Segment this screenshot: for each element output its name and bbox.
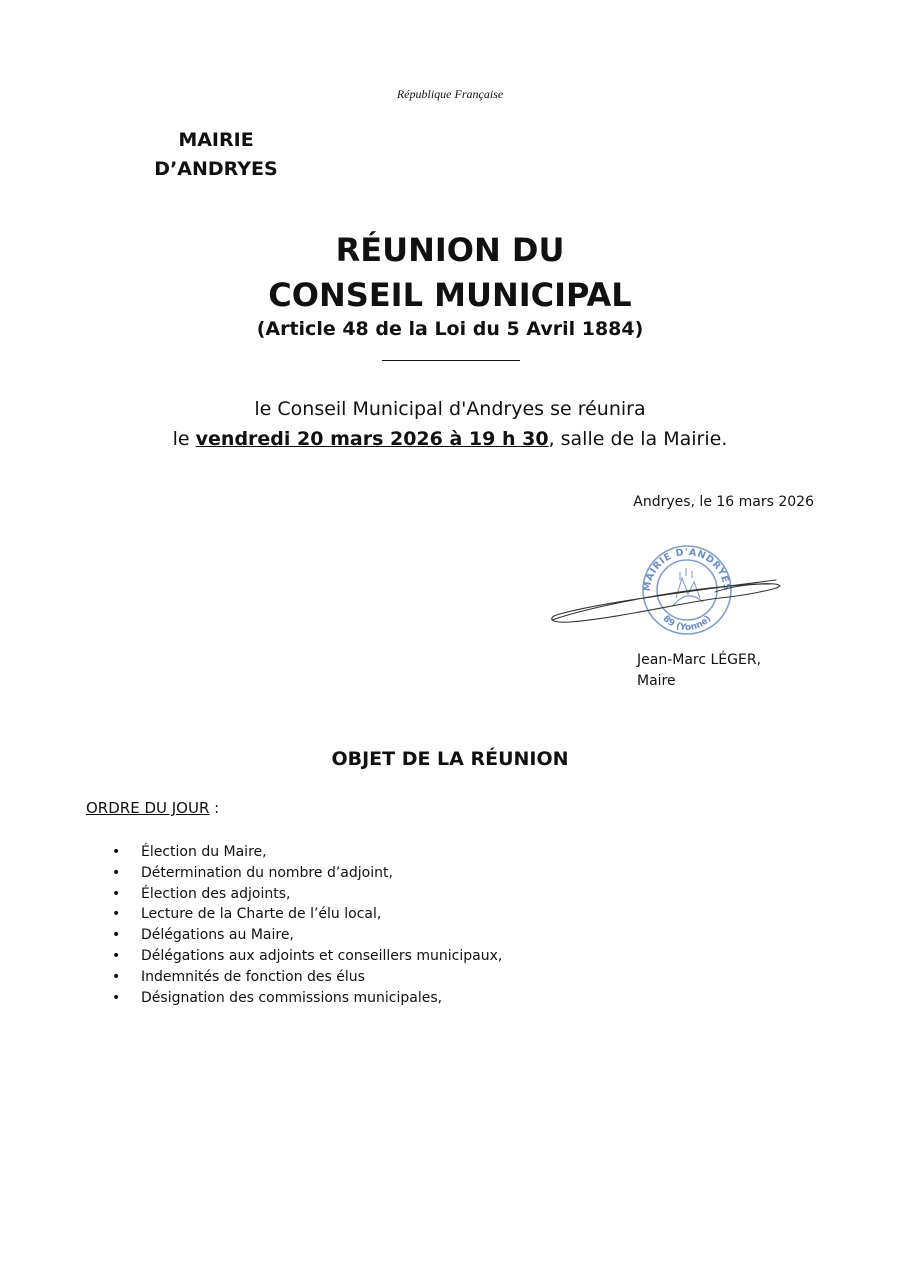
objet-heading: OBJET DE LA RÉUNION	[331, 748, 569, 770]
signatory-role: Maire	[637, 673, 676, 689]
ordre-du-jour-heading	[86, 799, 219, 817]
agenda-list	[110, 842, 502, 1008]
legal-reference: (Article 48 de la Loi du 5 Avril 1884)	[256, 318, 644, 340]
convocation-text	[0, 394, 900, 454]
stamp-and-signature	[540, 540, 800, 640]
agenda-item: • Détermination du nombre d’adjoint,	[110, 863, 502, 884]
agenda-item: • Élection du Maire,	[110, 842, 502, 863]
title-line-2: CONSEIL MUNICIPAL	[268, 276, 632, 314]
agenda-item: • Élection des adjoints,	[110, 884, 502, 905]
bullet-icon: •	[112, 989, 121, 1006]
mairie-line-2: D’ANDRYES	[154, 158, 278, 180]
bullet-icon: •	[112, 927, 121, 944]
title-divider	[382, 360, 520, 361]
svg-text:MAIRIE D'ANDRYES: MAIRIE D'ANDRYES	[641, 546, 733, 592]
convocation-prefix: le	[172, 428, 196, 450]
signatory-block	[637, 650, 761, 692]
ordre-du-jour-label: ORDRE DU JOUR	[86, 799, 210, 817]
convocation-line-2	[0, 424, 900, 454]
mayor-stamp-seal	[540, 540, 800, 640]
ordre-du-jour-colon: :	[209, 799, 220, 817]
bullet-icon: •	[112, 906, 121, 923]
svg-text:89 (Yonne): 89 (Yonne)	[660, 613, 714, 634]
convocation-suffix: , salle de la Mairie.	[548, 428, 728, 450]
document-title	[0, 228, 900, 318]
agenda-item: • Délégations aux adjoints et conseillers municipaux,	[110, 946, 502, 967]
agenda-item: • Indemnités de fonction des élus	[110, 967, 502, 988]
bullet-icon: •	[112, 844, 121, 860]
agenda-item: • Délégations au Maire,	[110, 925, 502, 946]
agenda-item: • Désignation des commissions municipales,	[110, 988, 502, 1009]
signatory-name: Jean-Marc LÉGER,	[637, 652, 762, 668]
bullet-icon: •	[112, 968, 121, 985]
bullet-icon: •	[112, 885, 121, 902]
agenda-item: • Lecture de la Charte de l’élu local,	[110, 904, 502, 925]
place-and-date: Andryes, le 16 mars 2026	[633, 494, 814, 510]
title-line-1: RÉUNION DU	[335, 231, 565, 269]
bullet-icon: •	[112, 947, 121, 964]
mairie-line-1: MAIRIE	[178, 129, 254, 151]
meeting-date-time: vendredi 20 mars 2026 à 19 h 30	[195, 428, 549, 450]
republique-francaise-header: République Française	[396, 87, 504, 101]
bullet-icon: •	[112, 864, 121, 881]
convocation-line-1: le Conseil Municipal d'Andryes se réunira	[254, 398, 646, 420]
mairie-heading	[116, 126, 316, 184]
